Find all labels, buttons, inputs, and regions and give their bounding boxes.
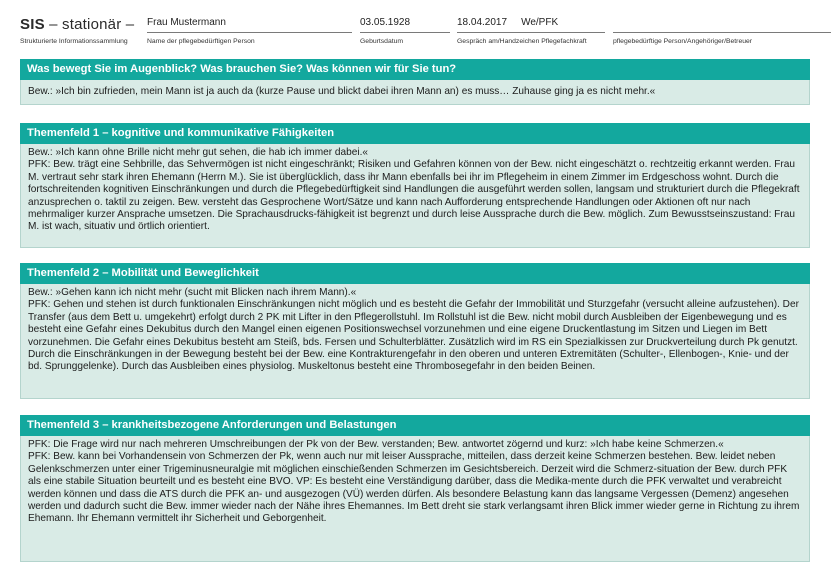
birthdate-field[interactable] xyxy=(360,16,450,45)
text-line: PFK: Bew. trägt eine Sehbrille, das Sehvermögen ist nicht eingeschränkt; Risiken und Gefahren können von der Bew. nicht eingeschätzt o. rechtzeitig erkannt werden. Frau M. vertraut sehr stark ihren Ehemann (Herrn M.). Sie ist überglücklich, dass ihr Mann ebenfalls bei ihr im Pflegeheim in einem Zimmer im Erdgeschoss wohnt. Durch die fortschreitenden kognitiven Einschränkungen und durch die Pflegebedürftigkeit sind Handlungen die ausgeführt werden sollen, langsam und strukturiert durch die Pflegekraft anzusprechen o. taktil zu zeigen. Bew. versteht das Gesprochene Wort/Sätze und kann nach Aufforderung entsprechende Handlungen oder Aktionen oft nur nach mehrmaliger kurzer Ansprache umsetzen. Die Sprachausdrucks-fähigkeit ist begrenzt und durch leise Aussprache durch die Bew. möglich. Zum Bewusstseinszustand: Frau M. ist wach, situativ und örtlich orientiert. xyxy=(28,159,800,233)
section-heading: Themenfeld 1 – kognitive und kommunikative Fähigkeiten xyxy=(20,123,810,144)
form-subtitle: Strukturierte Informationssammlung xyxy=(20,38,128,45)
text-line: PFK: Die Frage wird nur nach mehreren Umschreibungen der Pk von der Bew. verstanden; Bew. antwortet zögernd und kurz: »Ich habe keine Schmerzen.« xyxy=(28,439,724,450)
section-heading: Themenfeld 2 – Mobilität und Beweglichkeit xyxy=(20,263,810,284)
section-heading: Themenfeld 3 – krankheitsbezogene Anforderungen und Belastungen xyxy=(20,415,810,436)
section-illness-burdens xyxy=(20,415,810,562)
conversation-label: Gespräch am/Handzeichen Pflegefachkraft xyxy=(457,38,587,45)
patient-name-field[interactable] xyxy=(147,16,352,45)
patient-name-label: Name der pflegebedürftigen Person xyxy=(147,38,255,45)
text-line: PFK: Gehen und stehen ist durch funktionalen Einschränkungen nicht möglich und es besteht die Gefahr der Immobilität und Sturzgefahr (versucht alleine aufzustehen). Der Transfer (aus dem Bett u. umgekehrt) erfolgt durch 2 PK mit Lifter in den Pflegerollstuhl. Im Rollstuhl ist die Bew. nicht mobil durch Ausbleiben der Eigenbewegung und es besteht eine Gefahr eines Dekubitus durch den Mangel einen eigenen Positionswechsel vorzunehmen und eine eigene Druckentlastung im Sitzen und Liegen im Bett vorzunehmen. Die Gefahr eines Dekubitus besteht am Steiß, bds. Fersen und Schulterblätter. Zusätzlich wird im RS ein Spezialkissen zur Druckverteilung durch Pk genutzt. Durch die Einschränkungen in der Bewegung besteht bei der Bew. eine Kontrakturengefahr in den oberen und unteren Extremitäten (Schulter-, Ellenbogen-, Knie- und der bd. Sprunggelenke). Durch das Ausbleiben eines physiolog. Muskeltonus besteht eine Thrombosegefahr in den beiden Beinen. xyxy=(28,299,799,373)
conversation-date: 18.04.2017 xyxy=(457,17,508,28)
text-line: PFK: Bew. kann bei Vorhandensein von Schmerzen der Pk, wenn auch nur mit leiser Aussprache, mitteilen, dass derzeit keine Schmerzen bestehen. Bew. leidet neben Gelenkschmerzen unter einer Trigeminusneuralgie mit möglichen einschießenden Schmerzen im Gesichtsbereich. Derzeit wird die Schmerz-situation der Bew. durch PFK als eine stabile Situation beurteilt und es besteht eine BVO. VP: Es besteht eine Verständigung darüber, dass die Medika-mente durch die PFK verwaltet und verabreicht werden können und dass die ATS durch die PFK an- und ausgezogen (VÜ) werden dürfen. Als besondere Belastung kann das langsame Vergessen (Demenz) angesehen werden und dadurch sucht die Bew. immer wieder nach der Nähe ihres Ehemannes. Im Bett dreht sie stark verlangsamt ihren Blick immer wieder gerne in Richtung zu ihrem Ehemann. Ihr Ehemann vermittelt ihr Sicherheit und Geborgenheit. xyxy=(28,451,800,525)
signatory-label: pflegebedürftige Person/Angehöriger/Betreuer xyxy=(613,38,753,45)
section-text[interactable] xyxy=(20,284,810,399)
text-line: Bew.: »Ich bin zufrieden, mein Mann ist ja auch da (kurze Pause und blickt dabei ihren Mann an) es muss… Zuhause ging ja es nicht mehr.« xyxy=(28,86,656,97)
text-line: Bew.: »Ich kann ohne Brille nicht mehr gut sehen, die hab ich immer dabei.« xyxy=(28,147,369,158)
nurse-initials: We/PFK xyxy=(521,17,559,28)
section-current-needs xyxy=(20,59,810,105)
birthdate-label: Geburtsdatum xyxy=(360,38,404,45)
text-line: Bew.: »Gehen kann ich nicht mehr (sucht mit Blicken nach ihrem Mann).« xyxy=(28,287,357,298)
section-mobility xyxy=(20,263,810,399)
birthdate-value: 03.05.1928 xyxy=(360,16,450,33)
signatory-value xyxy=(613,16,831,33)
section-heading: Was bewegt Sie im Augenblick? Was brauchen Sie? Was können wir für Sie tun? xyxy=(20,59,810,80)
patient-name-value: Frau Mustermann xyxy=(147,16,352,33)
section-cognition-communication xyxy=(20,123,810,248)
section-text[interactable] xyxy=(20,80,810,105)
conversation-value xyxy=(457,16,605,33)
section-text[interactable] xyxy=(20,436,810,562)
form-header xyxy=(20,0,820,52)
section-text[interactable] xyxy=(20,144,810,248)
form-title: SIS – stationär – xyxy=(20,16,135,33)
conversation-field[interactable] xyxy=(457,16,605,45)
signatory-field[interactable] xyxy=(613,16,831,45)
